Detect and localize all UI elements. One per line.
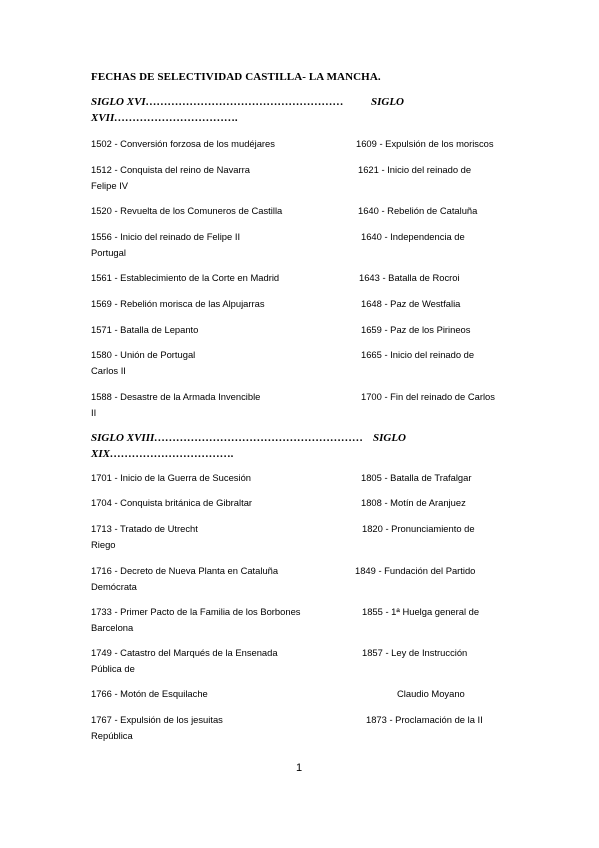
event-left: 1556 - Inicio del reinado de Felipe II <box>91 231 241 242</box>
event-left: 1588 - Desastre de la Armada Invencible <box>91 391 261 402</box>
event-left: 1704 - Conquista británica de Gibraltar <box>91 497 253 508</box>
event-cont: Pública de <box>91 663 135 674</box>
event-right: 1648 - Paz de Westfalia <box>361 298 461 309</box>
event-left: 1580 - Unión de Portugal <box>91 349 196 360</box>
section-heading-xix: SIGLO <box>373 432 407 444</box>
event-left: 1733 - Primer Pacto de la Familia de los Borbones <box>91 606 301 617</box>
event-left: 1502 - Conversión forzosa de los mudéjares <box>91 138 275 149</box>
section-heading-xviii: SIGLO XVIII………………………………………………… <box>91 432 364 444</box>
event-right: 1659 - Paz de los Pirineos <box>361 324 471 335</box>
page-number: 1 <box>296 762 303 774</box>
event-cont: Demócrata <box>91 581 137 592</box>
event-right: 1855 - 1ª Huelga general de <box>362 606 480 617</box>
event-left: 1767 - Expulsión de los jesuitas <box>91 714 223 725</box>
event-left: 1520 - Revuelta de los Comuneros de Castilla <box>91 205 283 216</box>
event-left: 1571 - Batalla de Lepanto <box>91 324 199 335</box>
event-cont: Riego <box>91 539 116 550</box>
event-right: 1640 - Independencia de <box>361 231 465 242</box>
event-right: 1873 - Proclamación de la II <box>366 714 483 725</box>
event-right: 1820 - Pronunciamiento de <box>362 523 475 534</box>
event-left: 1512 - Conquista del reino de Navarra <box>91 164 250 175</box>
event-right: 1665 - Inicio del reinado de <box>361 349 475 360</box>
event-left: 1569 - Rebelión morisca de las Alpujarras <box>91 298 265 309</box>
event-cont: II <box>91 407 97 418</box>
page-title: FECHAS DE SELECTIVIDAD CASTILLA- LA MANCHA. <box>91 71 381 83</box>
event-right: 1643 - Batalla de Rocroi <box>359 272 460 283</box>
event-right: 1700 - Fin del reinado de Carlos <box>361 391 495 402</box>
event-cont: Carlos II <box>91 365 126 376</box>
event-left: 1713 - Tratado de Utrecht <box>91 523 198 534</box>
section-heading-xvi: SIGLO XVI……………………………………………… <box>91 96 344 108</box>
event-right: 1621 - Inicio del reinado de <box>358 164 472 175</box>
event-right: 1609 - Expulsión de los moriscos <box>356 138 494 149</box>
section-heading-xvii: SIGLO <box>371 96 405 108</box>
event-left: 1749 - Catastro del Marqués de la Ensenada <box>91 647 278 658</box>
event-left: 1701 - Inicio de la Guerra de Sucesión <box>91 472 251 483</box>
event-right: 1808 - Motín de Aranjuez <box>361 497 466 508</box>
event-cont: Felipe IV <box>91 180 128 191</box>
event-right: 1805 - Batalla de Trafalgar <box>361 472 472 483</box>
event-right: 1857 - Ley de Instrucción <box>362 647 468 658</box>
event-left: 1716 - Decreto de Nueva Planta en Cataluña <box>91 565 279 576</box>
event-cont: Portugal <box>91 247 126 258</box>
event-left: 1561 - Establecimiento de la Corte en Madrid <box>91 272 280 283</box>
event-cont: Barcelona <box>91 622 134 633</box>
event-left: 1766 - Motón de Esquilache <box>91 688 208 699</box>
event-cont: República <box>91 730 133 741</box>
section-heading-xix-cont: XIX……………………………. <box>91 448 234 460</box>
event-right: 1640 - Rebelión de Cataluña <box>358 205 478 216</box>
section-heading-xvii-cont: XVII……………………………. <box>91 112 238 124</box>
event-right: 1849 - Fundación del Partido <box>355 565 476 576</box>
event-right: Claudio Moyano <box>397 688 465 699</box>
